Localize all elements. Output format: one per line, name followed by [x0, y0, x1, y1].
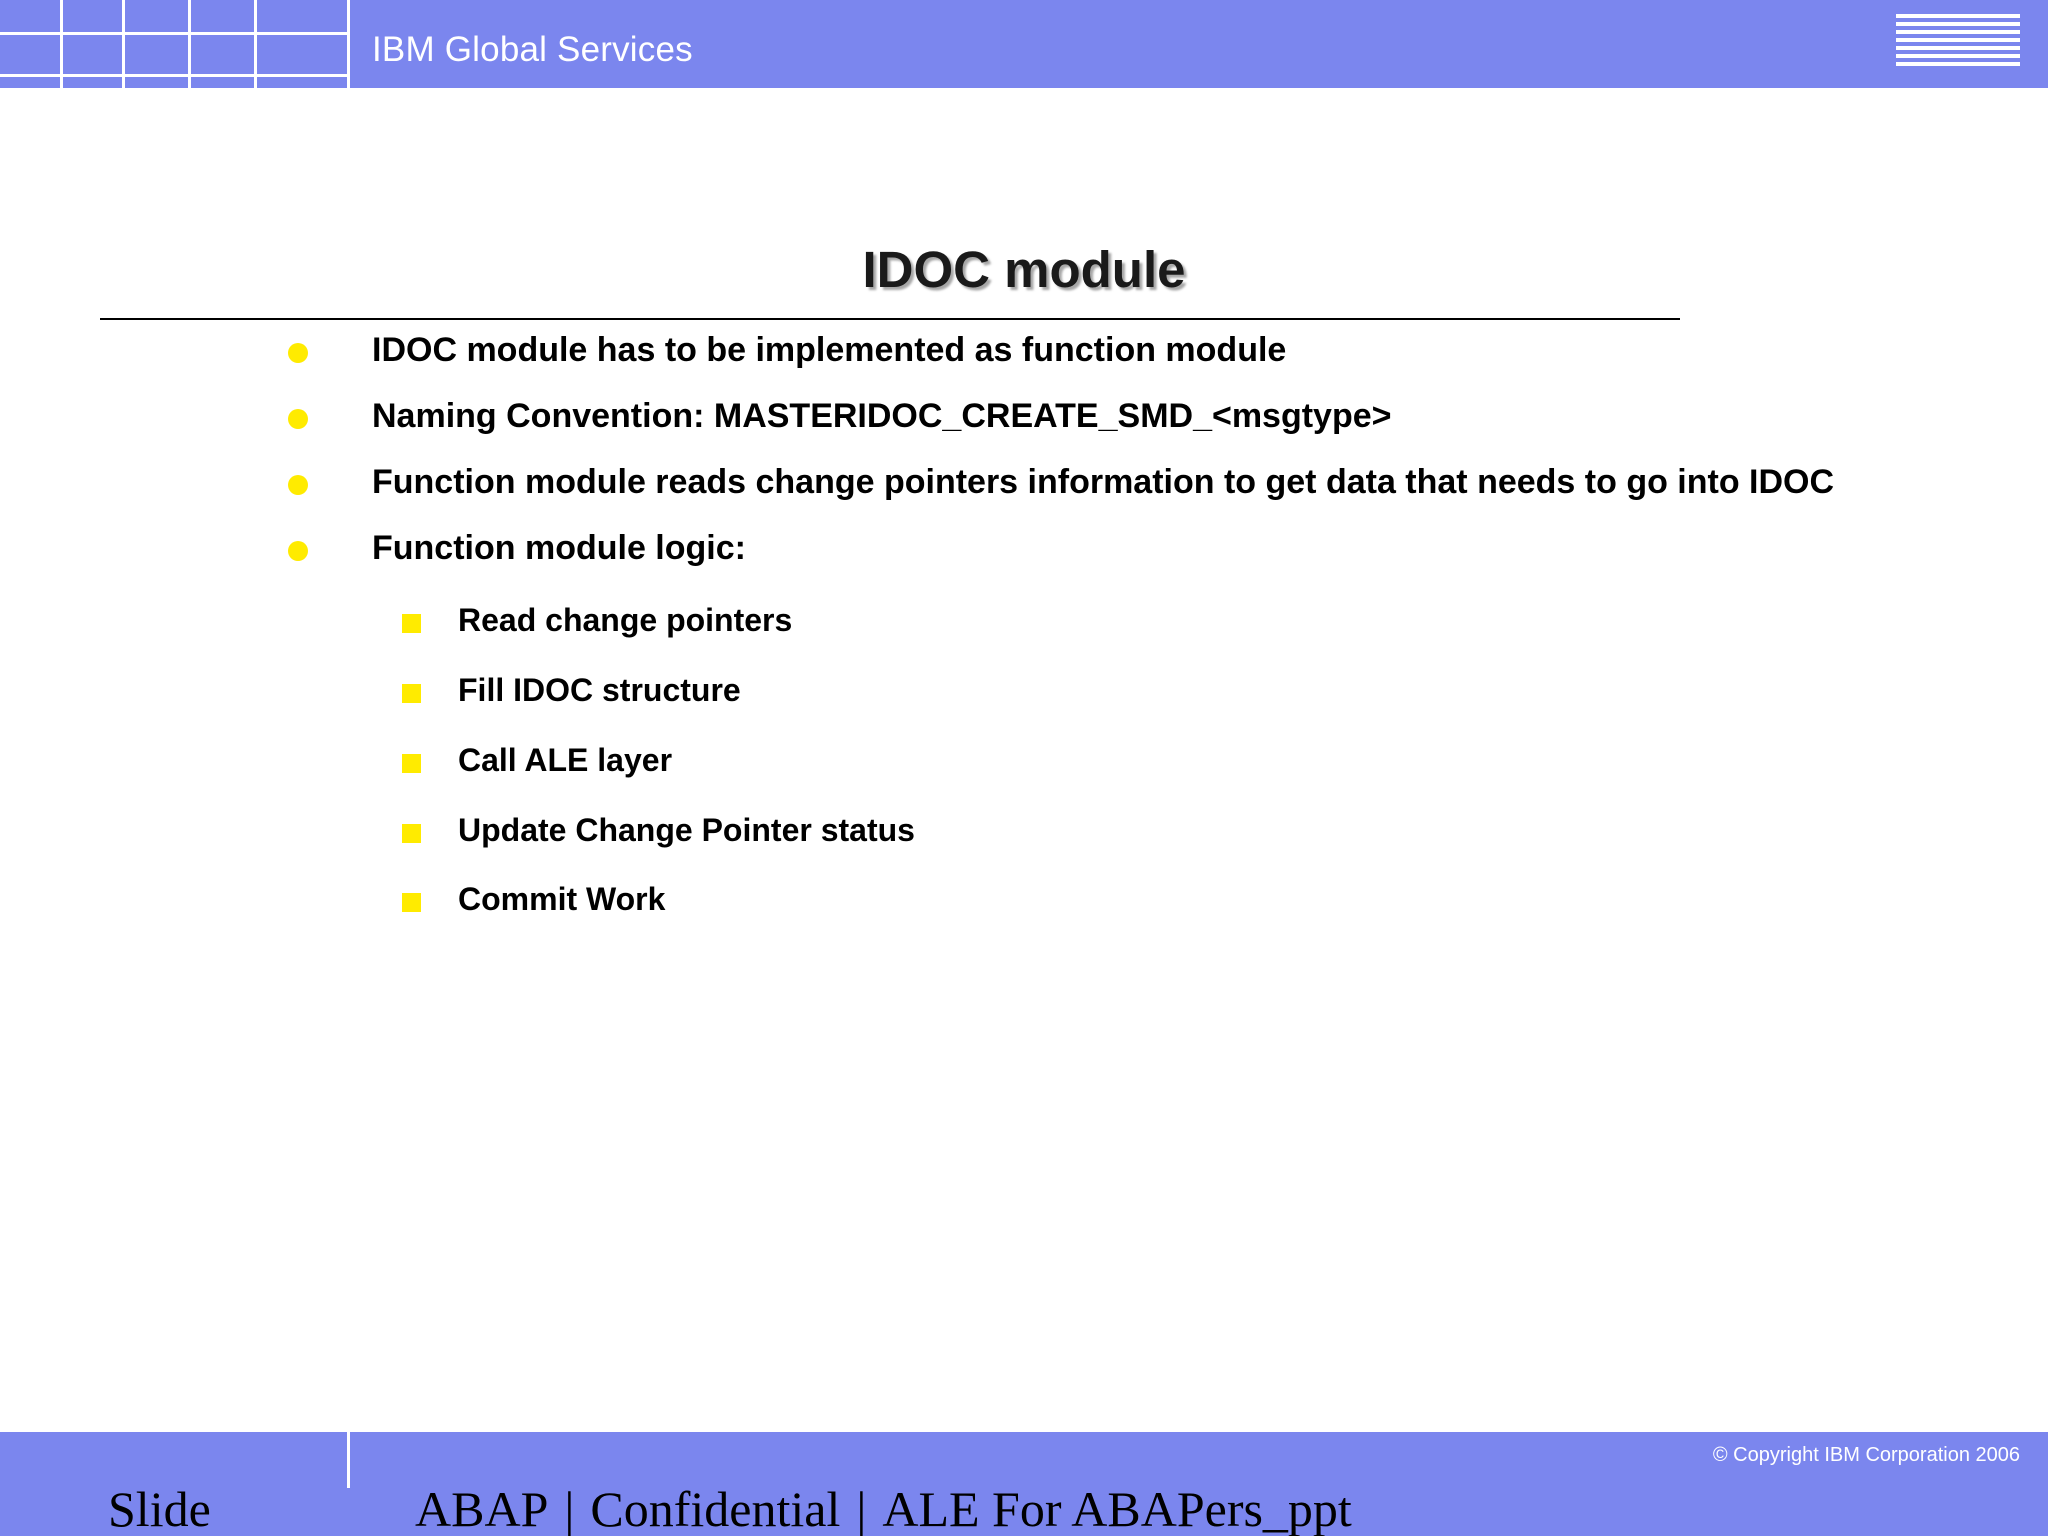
- list-item: [0, 881, 2048, 919]
- grid-line: [0, 32, 350, 35]
- footer-course: ABAP: [415, 1481, 549, 1536]
- list-item-text: Commit Work: [458, 881, 666, 918]
- list-item: [0, 528, 2048, 568]
- title-divider: [100, 318, 1680, 320]
- list-item-text: Call ALE layer: [458, 741, 673, 778]
- grid-line: [122, 0, 125, 118]
- list-item-text: Fill IDOC structure: [458, 672, 741, 709]
- sub-list: [0, 602, 2048, 919]
- list-item: [0, 462, 2048, 502]
- footer-text-row: [0, 1480, 2048, 1536]
- footer-center-text: [415, 1480, 1352, 1536]
- list-item: [0, 602, 2048, 640]
- list-item-text: Function module reads change pointers information to get data that needs to go into IDOC: [372, 463, 1835, 502]
- list-item-text: Update Change Pointer status: [458, 811, 915, 848]
- list-item: [0, 812, 2048, 850]
- header-vertical-divider: [347, 0, 350, 118]
- bullet-dot-icon: [288, 541, 308, 561]
- list-item: [0, 672, 2048, 710]
- bullet-square-icon: [402, 893, 421, 912]
- footer-separator: |: [564, 1481, 575, 1536]
- bullet-dot-icon: [288, 475, 308, 495]
- bullet-square-icon: [402, 754, 421, 773]
- bullet-square-icon: [402, 684, 421, 703]
- list-item: [0, 330, 2048, 370]
- bullet-dot-icon: [288, 343, 308, 363]
- list-item-text: Function module logic:: [372, 529, 746, 568]
- list-item-text: Naming Convention: MASTERIDOC_CREATE_SMD_<msgtype>: [372, 397, 1392, 436]
- list-item-text: IDOC module has to be implemented as function module: [372, 331, 1287, 369]
- footer-confidential: Confidential: [590, 1481, 841, 1536]
- grid-line: [254, 0, 257, 118]
- footer-band: [0, 1432, 2048, 1536]
- header-title: IBM Global Services: [372, 30, 693, 69]
- copyright-text: © Copyright IBM Corporation 2006: [1712, 1444, 2020, 1466]
- header-band: [0, 0, 2048, 88]
- bullet-square-icon: [402, 824, 421, 843]
- page-title: IDOC module: [862, 241, 1186, 298]
- slide-number-label: Slide: [108, 1481, 211, 1536]
- grid-line: [60, 0, 63, 118]
- bullet-square-icon: [402, 614, 421, 633]
- slide-content: [0, 330, 2048, 951]
- list-item: [0, 742, 2048, 780]
- footer-separator: |: [856, 1481, 867, 1536]
- list-item-text: Read change pointers: [458, 602, 793, 639]
- grid-line: [188, 0, 191, 118]
- header-grid-decoration: [0, 0, 350, 118]
- bullet-dot-icon: [288, 409, 308, 429]
- ibm-logo-icon: [1896, 14, 2020, 66]
- footer-file: ALE For ABAPers_ppt: [882, 1481, 1352, 1536]
- grid-line: [0, 74, 350, 77]
- list-item: [0, 396, 2048, 436]
